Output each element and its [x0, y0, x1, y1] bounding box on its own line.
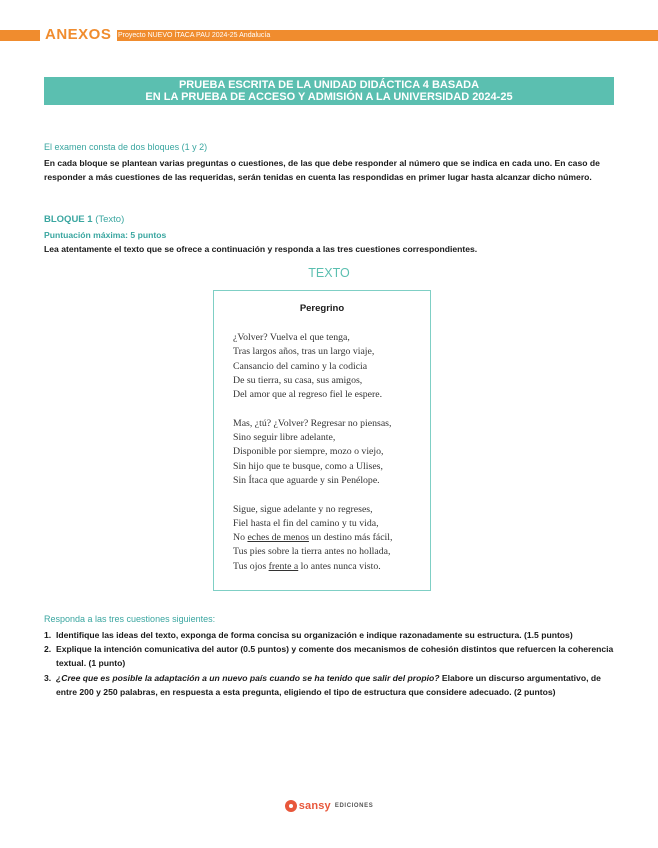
questions-list	[44, 628, 618, 699]
poem-line: ¿Volver? Vuelva el que tenga,	[233, 332, 350, 343]
intro-body: En cada bloque se plantean varias preguntas o cuestiones, de las que debe responder al número que se indica en cada uno. En caso de responder a más cuestiones de las requeridas, serán tenidas en cuenta las respondidas en primer lugar hasta alcanzar dicho número.	[44, 158, 600, 183]
section-label: ANEXOS	[40, 26, 117, 44]
question-text: Explique la intención comunicativa del autor (0.5 puntos) y comente dos mecanismos de cohesión distintos que refuercen la coherencia textual. (1 punto)	[56, 644, 614, 669]
poem-line: Tus pies sobre la tierra antes no hollada,	[233, 546, 391, 558]
question-number: 2.	[44, 644, 52, 655]
poem-line: Disponible por siempre, mozo o viejo,	[233, 446, 384, 458]
poem-text: un destino más fácil,	[308, 532, 393, 544]
question-1	[44, 628, 618, 642]
questions-heading: Responda a las tres cuestiones siguientes:	[44, 614, 216, 624]
publisher-logo	[0, 800, 658, 812]
poem-line	[233, 531, 392, 545]
poem-text: No	[233, 532, 248, 544]
stanza-3	[233, 503, 392, 574]
bloque-instruction: Lea atentamente el texto que se ofrece a continuación y responda a las tres cuestiones correspondientes.	[44, 244, 478, 254]
bloque-type: (Texto)	[95, 214, 125, 225]
question-3	[44, 671, 618, 699]
brand-suffix: EDICIONES	[334, 803, 374, 809]
stanza-1	[233, 331, 392, 402]
question-text	[56, 671, 618, 699]
poem-line: Sin Ítaca que aguarde y sin Penélope.	[233, 474, 380, 486]
question-number: 1.	[44, 630, 52, 640]
poem-line: Tras largos años, tras un largo viaje,	[233, 346, 375, 358]
max-score: Puntuación máxima: 5 puntos	[44, 230, 167, 240]
exam-title-line-2: EN LA PRUEBA DE ACCESO Y ADMISIÓN A LA UNIVERSIDAD 2024-25	[145, 91, 513, 103]
exam-title-line-1: PRUEBA ESCRITA DE LA UNIDAD DIDÁCTICA 4 BASADA	[178, 78, 480, 91]
poem-line: Mas, ¿tú? ¿Volver? Regresar no piensas,	[233, 417, 392, 429]
poem-line: Sin hijo que te busque, como a Ulises,	[233, 460, 383, 472]
stanza-2	[233, 417, 392, 488]
poem-line: Sino seguir libre adelante,	[233, 432, 336, 444]
question-number: 3.	[44, 672, 52, 683]
exam-title	[44, 77, 614, 105]
question-text: Identifique las ideas del texto, exponga de forma concisa su organización e indique razonadamente su estructura. (1.5 puntos)	[56, 630, 573, 640]
intro-heading: El examen consta de dos bloques (1 y 2)	[44, 142, 208, 152]
poem-line: Del amor que al regreso fiel le espere.	[233, 389, 383, 401]
question-2	[44, 642, 618, 670]
poem-line	[233, 560, 392, 574]
bloque-label: BLOQUE 1	[44, 214, 93, 225]
logo-circle-icon	[285, 800, 297, 812]
brand-name: sansy	[298, 800, 331, 812]
poem-line: Sigue, sigue adelante y no regreses,	[233, 503, 373, 515]
project-subtitle: Proyecto NUEVO ÍTACA PAU 2024-25 Andalucía	[118, 32, 271, 39]
poem-line: Fiel hasta el fin del camino y tu vida,	[233, 517, 379, 529]
underlined-phrase: eches de menos	[247, 532, 309, 544]
bloque-heading	[44, 214, 124, 225]
poem-line: De su tierra, su casa, sus amigos,	[233, 374, 363, 386]
poem-text: Tus ojos	[233, 560, 269, 572]
poem-line: Cansancio del camino y la codicia	[233, 360, 368, 372]
question-prompt: ¿Cree que es posible la adaptación a un nuevo país cuando se ha tenido que salir del propio?	[56, 672, 440, 683]
poem-box	[213, 290, 431, 591]
poem-title: Peregrino	[299, 303, 345, 314]
question-instruction: Elabore un discurso argumentativo, de entre 200 y 250 palabras, en respuesta a esta pregunta, eligiendo el tipo de estructura que considere adecuado. (2 puntos)	[56, 672, 601, 697]
poem-body	[233, 331, 392, 588]
underlined-phrase: frente a	[268, 560, 299, 572]
texto-heading: TEXTO	[308, 266, 350, 280]
poem-text: lo antes nunca visto.	[298, 560, 381, 572]
